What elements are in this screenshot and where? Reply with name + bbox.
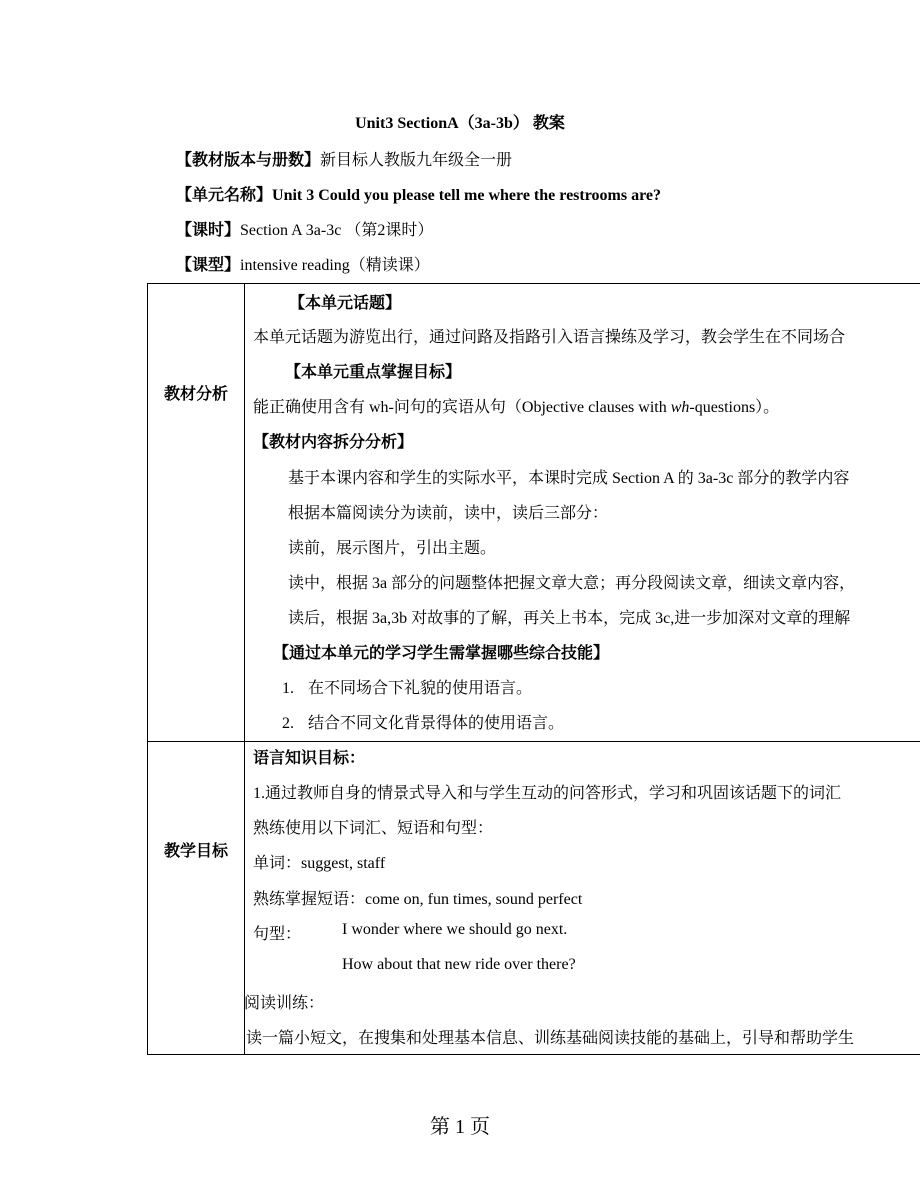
meta-key: 【教材版本与册数】 <box>176 152 321 169</box>
page-number: 第 1 页 <box>430 1116 490 1138</box>
text-line: 读一篇小短文，在搜集和处理基本信息、训练基础阅读技能的基础上，引导和帮助学生 <box>246 1030 855 1047</box>
text-line: 本单元话题为游览出行，通过问路及指路引入语言操练及学习，教会学生在不同场合 <box>253 329 846 346</box>
meta-key: 【课时】 <box>176 222 241 239</box>
meta-value: 新目标人教版九年级全一册 <box>320 152 513 169</box>
text-line: 读中，根据 3a 部分的问题整体把握文章大意；再分段阅读文章，细读文章内容， <box>288 575 856 592</box>
section-heading-unit-topic: 【本单元话题】 <box>289 295 402 312</box>
text-line: 基于本课内容和学生的实际水平，本课时完成 Section A 的 3a-3c 部分的教学内容 <box>288 470 850 487</box>
column-divider <box>244 284 245 1054</box>
section-heading-skills: 【通过本单元的学习学生需掌握哪些综合技能】 <box>273 645 610 662</box>
list-item <box>282 710 564 733</box>
meta-lesson-period <box>176 217 433 240</box>
meta-value: Unit 3 Could you please tell me where the restrooms are? <box>272 187 662 204</box>
sentence-pattern: How about that new ride over there? <box>342 956 576 973</box>
page-title: Unit3 SectionA（3a-3b） 教案 <box>355 115 565 132</box>
section-heading-content-analysis: 【教材内容拆分分析】 <box>253 434 414 451</box>
list-number: 2. <box>282 715 294 732</box>
list-number: 1. <box>282 680 294 697</box>
meta-lesson-type <box>176 252 430 275</box>
section-heading-language-goals: 语言知识目标： <box>253 750 366 767</box>
text-line <box>253 394 779 417</box>
text-line: 熟练使用以下词汇、短语和句型： <box>253 820 494 837</box>
lesson-plan-table <box>147 283 920 1055</box>
meta-value: intensive reading（精读课） <box>240 257 430 274</box>
meta-textbook-edition <box>176 147 512 170</box>
meta-key: 【课型】 <box>176 257 241 274</box>
text-span-italic: wh <box>670 399 690 416</box>
list-text: 在不同场合下礼貌的使用语言。 <box>308 680 533 697</box>
section-heading-key-goals: 【本单元重点掌握目标】 <box>285 364 462 381</box>
list-item <box>282 675 532 698</box>
text-line: 单词：suggest, staff <box>253 855 386 872</box>
text-line: 根据本篇阅读分为读前，读中，读后三部分： <box>288 505 609 522</box>
text-line: 熟练掌握短语：come on, fun times, sound perfect <box>253 891 583 908</box>
sentence-pattern-label: 句型： <box>253 926 302 943</box>
row-header-textbook-analysis: 教材分析 <box>163 386 228 403</box>
text-line: 读后，根据 3a,3b 对故事的了解，再关上书本，完成 3c,进一步加深对文章的理解 <box>288 610 851 627</box>
row-header-teaching-goals: 教学目标 <box>163 843 228 860</box>
text-line: 阅读训练： <box>244 995 325 1012</box>
text-span: 能正确使用含有 wh-问句的宾语从句（Objective clauses with <box>253 399 671 416</box>
text-span: -questions）。 <box>689 399 780 416</box>
text-line: 1.通过教师自身的情景式导入和与学生互动的问答形式，学习和巩固该话题下的词汇 <box>253 785 842 802</box>
meta-value: Section A 3a-3c （第2课时） <box>240 222 434 239</box>
meta-unit-name <box>176 182 661 205</box>
meta-key: 【单元名称】 <box>176 187 273 204</box>
sentence-pattern: I wonder where we should go next. <box>342 921 568 938</box>
text-line: 读前，展示图片，引出主题。 <box>288 540 497 557</box>
list-text: 结合不同文化背景得体的使用语言。 <box>308 715 565 732</box>
row-divider <box>148 741 920 742</box>
